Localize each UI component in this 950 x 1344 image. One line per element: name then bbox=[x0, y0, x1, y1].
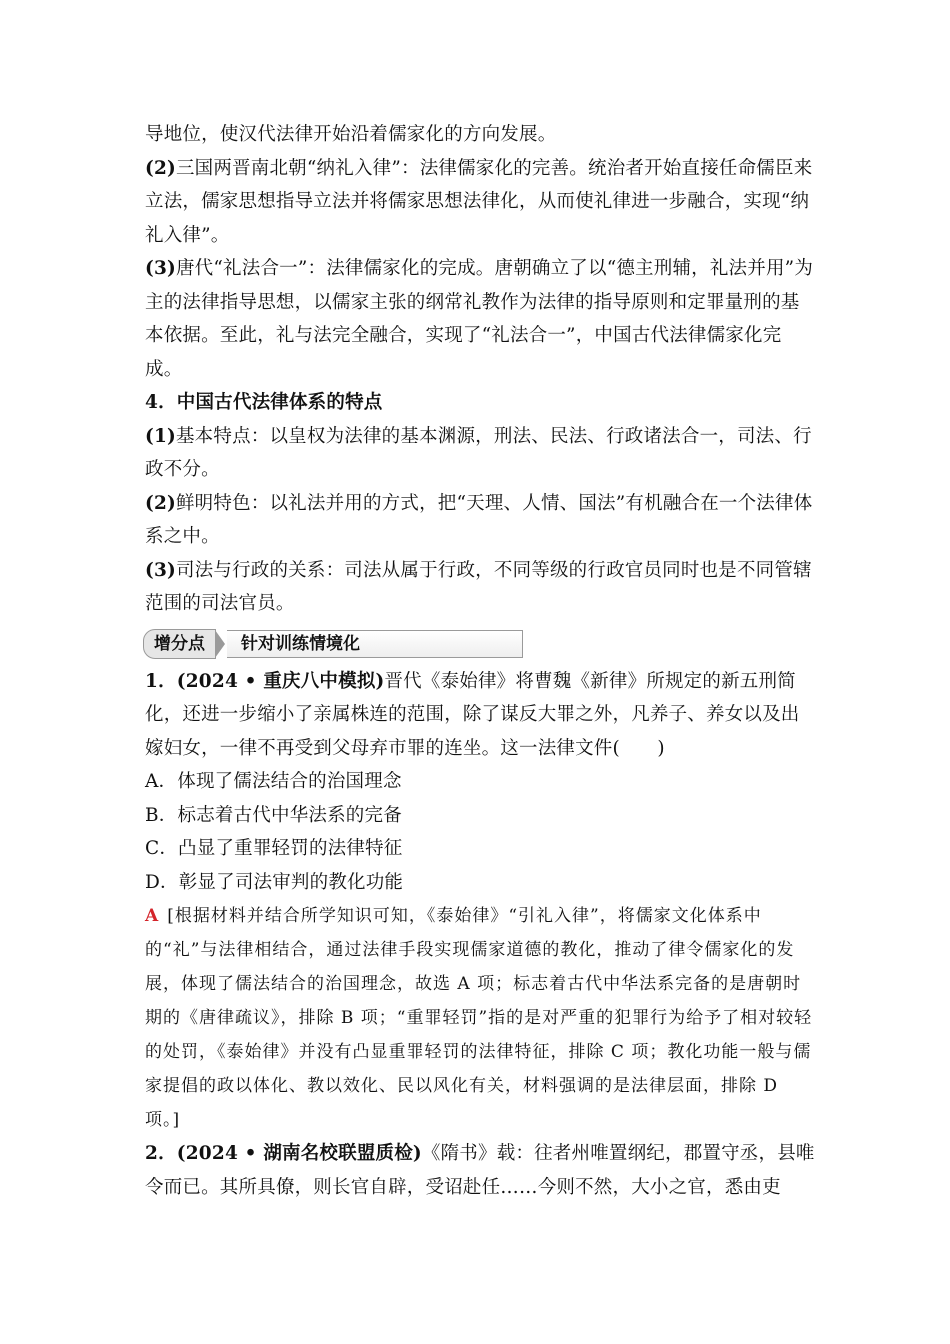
chevron-right-icon bbox=[215, 630, 225, 658]
paragraph-tang-dynasty: (3)唐代“礼法合一”：法律儒家化的完成。唐朝确立了以“德主刑辅，礼法并用”为主的法律指导思想，以儒家主张的纲常礼教作为法律的指导原则和定罪量刑的基本依据。至此，礼与法完全融合，实现了“礼法合一”，中国古代法律儒家化完成。 bbox=[145, 258, 814, 380]
banner-title: 针对训练情境化 bbox=[227, 630, 523, 658]
option-d: D．彰显了司法审判的教化功能 bbox=[145, 871, 404, 893]
practice-banner bbox=[143, 629, 523, 659]
question-source: (2024 • 湖南名校联盟质检) bbox=[176, 1143, 422, 1164]
list-item: (2)鲜明特色：以礼法并用的方式，把“天理、人情、国法”有机融合在一个法律体系之中。 bbox=[145, 492, 813, 547]
section-heading: 4．中国古代法律体系的特点 bbox=[145, 392, 383, 413]
question-1-stem: 1．(2024 • 重庆八中模拟)晋代《泰始律》将曹魏《新律》所规定的新五刑简化，还进一步缩小了亲属株连的范围，除了谋反大罪之外，凡养子、养女以及出嫁妇女，一律不再受到父母弃市罪的连坐。这一法律文件( ) bbox=[145, 670, 800, 759]
banner-tag: 增分点 bbox=[143, 629, 216, 659]
item-number: (2) bbox=[145, 492, 176, 514]
option-c: C．凸显了重罪轻罚的法律特征 bbox=[145, 838, 403, 859]
option-a: A．体现了儒法结合的治国理念 bbox=[145, 771, 402, 792]
list-item: (1)基本特点：以皇权为法律的基本渊源，刑法、民法、行政诸法合一，司法、行政不分。 bbox=[145, 425, 812, 480]
item-number: (3) bbox=[145, 559, 176, 581]
list-item: (3)司法与行政的关系：司法从属于行政，不同等级的行政官员同时也是不同管辖范围的司法官员。 bbox=[145, 559, 812, 614]
answer-letter: A bbox=[145, 906, 160, 926]
paragraph-han-dynasty: 导地位，使汉代法律开始沿着儒家化的方向发展。 bbox=[145, 124, 557, 145]
item-number: (3) bbox=[145, 258, 176, 279]
option-b: B．标志着古代中华法系的完备 bbox=[145, 804, 402, 826]
paragraph-three-kingdoms: (2)三国两晋南北朝“纳礼入律”：法律儒家化的完善。统治者开始直接任命儒臣来立法，儒家思想指导立法并将儒家思想法律化，从而使礼律进一步融合，实现“纳礼入律”。 bbox=[145, 157, 813, 246]
page-content bbox=[145, 118, 815, 1204]
answer-explanation: A [根据材料并结合所学知识可知，《泰始律》“引礼入律”，将儒家文化体系中的“礼”与法律相结合，通过法律手段实现儒家道德的教化，推动了律令儒家化的发展，体现了儒法结合的治国理念，故选 A 项；标志着古代中华法系完备的是唐朝时期的《唐律疏议》，排除 B 项；“重罪轻罚”指的是对严重的犯罪行为给予了相对较轻的处罚，《泰始律》并没有凸显重罪轻罚的法律特征，排除 C 项；教化功能一般与儒家提倡的政以体化、教以效化、民以风化有关，材料强调的是法律层面，排除 D 项。] bbox=[145, 906, 813, 1130]
item-number: (1) bbox=[145, 425, 176, 447]
question-2-stem: 2．(2024 • 湖南名校联盟质检)《隋书》载：往者州唯置纲纪，郡置守丞，县唯令而已。其所具僚，则长官自辟，受诏赴任……今则不然，大小之官，悉由吏 bbox=[145, 1143, 815, 1198]
item-number: (2) bbox=[145, 157, 176, 179]
question-source: (2024 • 重庆八中模拟) bbox=[176, 670, 385, 692]
